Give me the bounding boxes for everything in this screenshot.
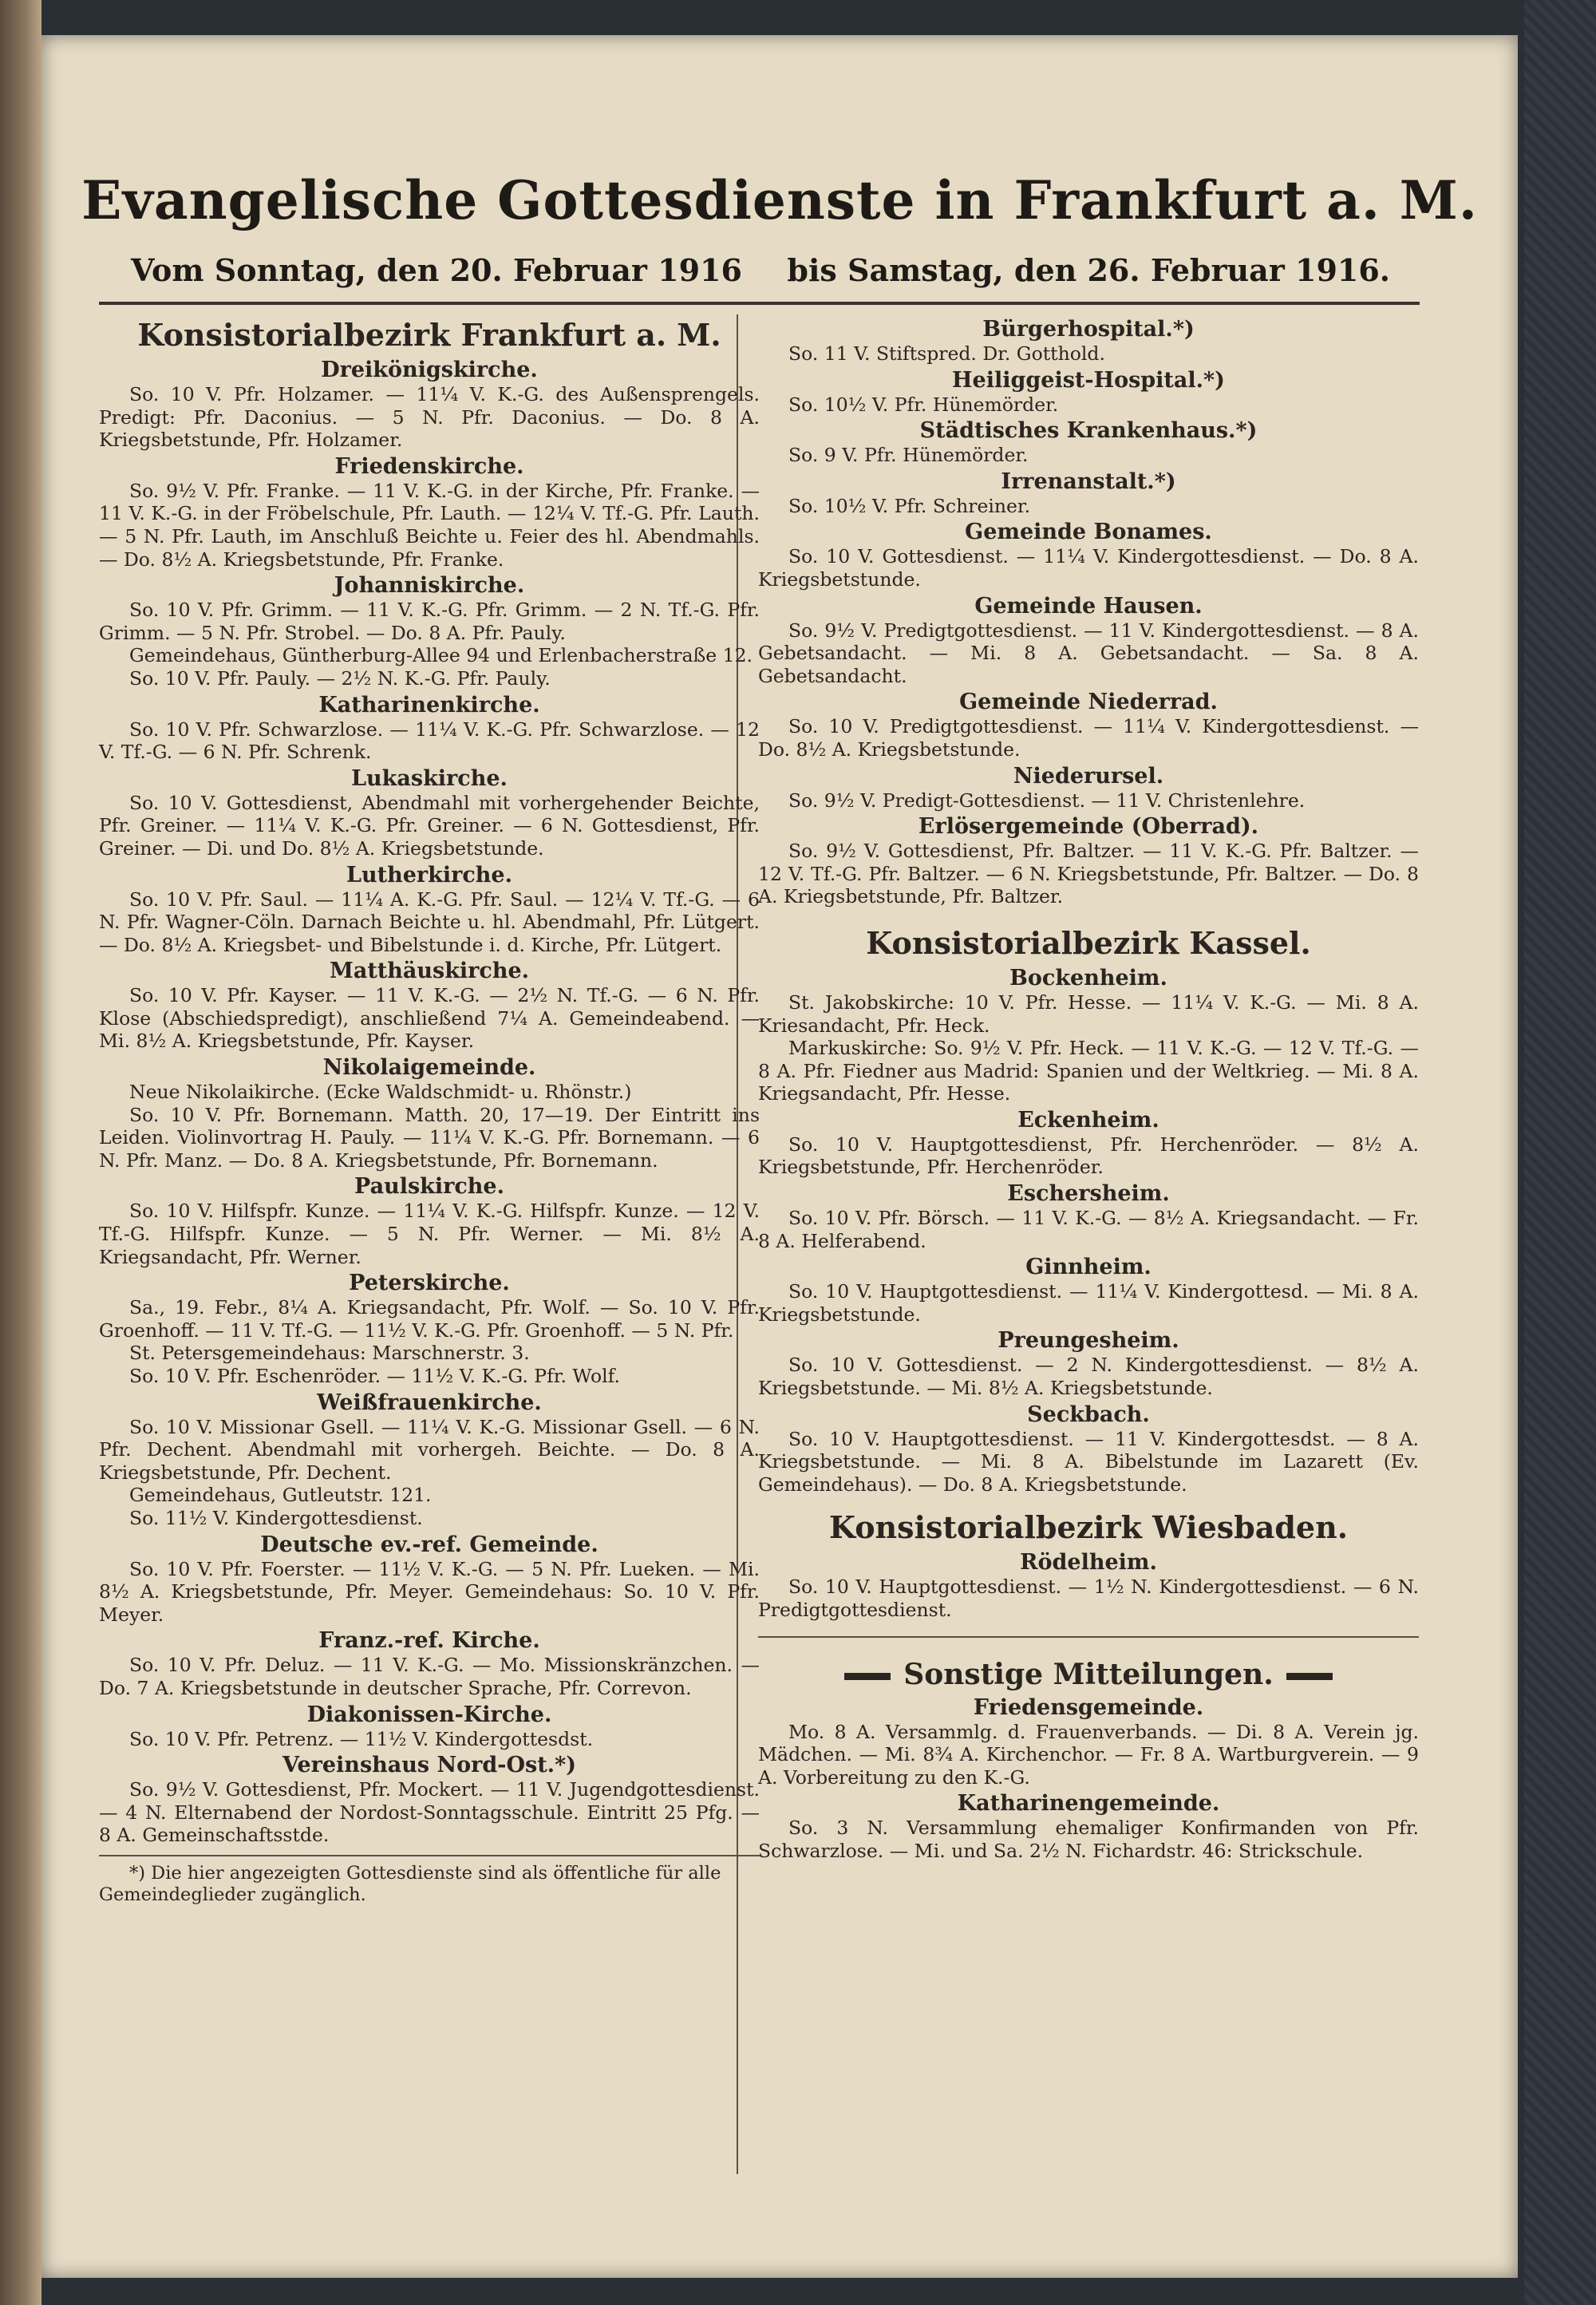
left-church-list — [99, 358, 760, 1847]
date-from: Vom Sonntag, den 20. Februar 1916 — [131, 252, 742, 288]
service-entry: So. 10 V. Pfr. Deluz. — 11 V. K.-G. — Mo. Missionskränzchen. — Do. 7 A. Kriegsbetstunde in deutscher Sprache, Pfr. Correvon. — [99, 1654, 760, 1699]
church-heading: Niederursel. — [1013, 763, 1164, 789]
service-entry: So. 10 V. Gottesdienst, Abendmahl mit vorhergehender Beichte, Pfr. Greiner. — 11¼ V. K.-G. Pfr. Greiner. — 6 N. Gottesdienst, Pfr. Greiner. — Di. und Do. 8½ A. Kriegsbetstunde. — [99, 791, 760, 860]
church-heading: Katharinengemeinde. — [957, 1791, 1220, 1817]
church-heading: Vereinshaus Nord-Ost.*) — [282, 1753, 576, 1778]
church-heading: Deutsche ev.-ref. Gemeinde. — [260, 1532, 598, 1557]
service-entry: So. 11 V. Stiftspred. Dr. Gotthold. — [788, 342, 1105, 365]
service-entry: So. 9½ V. Gottesdienst, Pfr. Mockert. — 11 V. Jugendgottesdienst. — 4 N. Elternabend der Nordost-Sonntagsschule. Eintritt 25 Pfg. — 8 A. Gemeinschaftsstde. — [99, 1778, 760, 1847]
church-heading: Friedensgemeinde. — [973, 1694, 1204, 1720]
newspaper-page — [41, 35, 1518, 2278]
book-cover-edge — [1524, 0, 1596, 2305]
service-entry: So. 10 V. Pfr. Saul. — 11¼ A. K.-G. Pfr. Saul. — 12¼ V. Tf.-G. — 6 N. Pfr. Wagner-Cöln. Darnach Beichte u. hl. Abendmahl, Pfr. Lütgert. — Do. 8½ A. Kriegsbet- und Bibelstunde i. d. Kirche, Pfr. Lütgert. — [99, 888, 760, 956]
church-heading: Städtisches Krankenhaus.*) — [919, 418, 1258, 444]
service-entry: Sa., 19. Febr., 8¼ A. Kriegsandacht, Pfr. Wolf. — So. 10 V. Pfr. Groenhoff. — 11 V. Tf.-G. — 11½ V. K.-G. Pfr. Groenhoff. — 5 N. Pfr. — [99, 1296, 760, 1342]
service-entry: Gemeindehaus, Gutleutstr. 121. — [129, 1484, 432, 1507]
service-entry: So. 10 V. Pfr. Schwarzlose. — 11¼ V. K.-G. Pfr. Schwarzlose. — 12 V. Tf.-G. — 6 N. Pfr. Schrenk. — [99, 718, 760, 764]
right-church-list-c — [758, 1550, 1419, 1621]
service-entry: So. 9½ V. Predigt-Gottesdienst. — 11 V. Christenlehre. — [788, 789, 1306, 812]
church-heading: Gemeinde Bonames. — [965, 520, 1212, 545]
church-heading: Erlösergemeinde (Oberrad). — [918, 814, 1259, 840]
church-heading: Diakonissen-Kirche. — [306, 1702, 552, 1727]
service-entry: Markuskirche: So. 9½ V. Pfr. Heck. — 11 V. K.-G. — 12 V. Tf.-G. — 8 A. Pfr. Fiedner aus Madrid: Spanien und der Weltkrieg. — Mi. 8 A. Kriegsandacht, Pfr. Hesse. — [758, 1037, 1419, 1105]
service-entry: So. 10½ V. Pfr. Schreiner. — [788, 494, 1031, 517]
church-heading: Lukaskirche. — [351, 765, 508, 791]
book-spine — [0, 0, 41, 2305]
service-entry: St. Petersgemeindehaus: Marschnerstr. 3. — [129, 1342, 530, 1365]
service-entry: So. 10 V. Pfr. Kayser. — 11 V. K.-G. — 2½ N. Tf.-G. — 6 N. Pfr. Klose (Abschiedspredigt), anschließend 7¼ A. Gemeindeabend. — Mi. 8½ A. Kriegsbetstunde, Pfr. Kayser. — [99, 984, 760, 1053]
church-heading: Peterskirche. — [349, 1271, 510, 1296]
date-to: bis Samstag, den 26. Februar 1916. — [787, 252, 1390, 288]
service-entry: So. 10 V. Gottesdienst. — 2 N. Kindergottesdienst. — 8½ A. Kriegsbetstunde. — Mi. 8½ A. Kriegsbetstunde. — [758, 1354, 1419, 1400]
church-heading: Matthäuskirche. — [329, 959, 530, 984]
section-rule — [758, 1636, 1419, 1638]
misc-heading — [758, 1657, 1419, 1692]
district-heading: Konsistorialbezirk Frankfurt a. M. — [137, 317, 721, 353]
service-entry: So. 10 V. Hauptgottesdienst. — 11 V. Kindergottesdst. — 8 A. Kriegsbetstunde. — Mi. 8 A. Bibelstunde im Lazarett (Ev. Gemeindehaus). — Do. 8 A. Kriegsbetstunde. — [758, 1427, 1419, 1496]
service-entry: So. 10 V. Hauptgottesdienst. — 11¼ V. Kindergottesd. — Mi. 8 A. Kriegsbetstunde. — [758, 1280, 1419, 1326]
church-heading: Lutherkirche. — [346, 862, 512, 888]
service-entry: So. 9½ V. Pfr. Franke. — 11 V. K.-G. in der Kirche, Pfr. Franke. — 11 V. K.-G. in der Fröbelschule, Pfr. Lauth. — 12¼ V. Tf.-G. Pfr. Lauth. — 5 N. Pfr. Lauth, im Anschluß Beichte u. Feier des hl. Abendmahls. — Do. 8½ A. Kriegsbetstunde, Pfr. Franke. — [99, 479, 760, 571]
district-heading-wiesbaden: Konsistorialbezirk Wiesbaden. — [829, 1509, 1348, 1546]
service-entry: So. 10 V. Pfr. Eschenröder. — 11½ V. K.-G. Pfr. Wolf. — [129, 1365, 620, 1387]
service-entry: So. 10 V. Pfr. Pauly. — 2½ N. K.-G. Pfr. Pauly. — [129, 666, 551, 690]
service-entry: So. 3 N. Versammlung ehemaliger Konfirmanden von Pfr. Schwarzlose. — Mi. und Sa. 2½ N. Fichardstr. 46: Strickschule. — [758, 1817, 1419, 1862]
footnote: *) Die hier angezeigten Gottesdienste sind als öffentliche für alle Gemeindeglieder zugänglich. — [99, 1855, 760, 1906]
service-entry: St. Jakobskirche: 10 V. Pfr. Hesse. — 11¼ V. K.-G. — Mi. 8 A. Kriesandacht, Pfr. Heck. — [758, 990, 1419, 1037]
church-heading: Bockenheim. — [1009, 965, 1167, 990]
header-rule — [99, 302, 1420, 305]
service-entry: So. 10 V. Missionar Gsell. — 11¼ V. K.-G. Missionar Gsell. — 6 N. Pfr. Dechent. Abendmahl mit vorhergeh. Beichte. — Do. 8 A. Kriegsbetstunde, Pfr. Dechent. — [99, 1415, 760, 1484]
church-heading: Paulskirche. — [354, 1174, 504, 1200]
service-entry: So. 11½ V. Kindergottesdienst. — [129, 1506, 423, 1529]
service-entry: So. 9½ V. Predigtgottesdienst. — 11 V. Kindergottesdienst. — 8 A. Gebetsandacht. — Mi. 8 A. Gebetsandacht. — Sa. 8 A. Gebetsandacht. — [758, 619, 1419, 687]
service-entry: So. 10 V. Hauptgottesdienst. — 1½ N. Kindergottesdienst. — 6 N. Predigtgottesdienst. — [758, 1576, 1419, 1621]
service-entry: So. 10 V. Predigtgottesdienst. — 11¼ V. Kindergottesdienst. — Do. 8½ A. Kriegsbetstunde. — [758, 715, 1419, 761]
service-entry: Neue Nikolaikirche. (Ecke Waldschmidt- u. Rhönstr.) — [129, 1081, 632, 1104]
church-heading: Gemeinde Hausen. — [974, 593, 1203, 619]
church-heading: Seckbach. — [1027, 1402, 1150, 1427]
service-entry: So. 10 V. Pfr. Holzamer. — 11¼ V. K.-G. des Außensprengels. Predigt: Pfr. Daconius. — 5 N. Pfr. Daconius. — Do. 8 A. Kriegsbetstunde, Pfr. Holzamer. — [99, 383, 760, 452]
service-entry: So. 10 V. Pfr. Foerster. — 11½ V. K.-G. — 5 N. Pfr. Lueken. — Mi. 8½ A. Kriegsbetstunde, Pfr. Meyer. Gemeindehaus: So. 10 V. Pfr. Meyer. — [99, 1557, 760, 1626]
church-heading: Rödelheim. — [1020, 1550, 1157, 1576]
church-heading: Weißfrauenkirche. — [317, 1390, 542, 1415]
service-entry: So. 10 V. Pfr. Bornemann. Matth. 20, 17—19. Der Eintritt ins Leiden. Violinvortrag H. Pauly. — 11¼ V. K.-G. Pfr. Bornemann. — 6 N. Pfr. Manz. — Do. 8 A. Kriegsbetstunde, Pfr. Bornemann. — [99, 1103, 760, 1172]
service-entry: Gemeindehaus, Güntherburg-Allee 94 und Erlenbacherstraße 12. — [129, 644, 753, 667]
left-column — [99, 314, 760, 1906]
service-entry: So. 10 V. Gottesdienst. — 11¼ V. Kindergottesdienst. — Do. 8 A. Kriegsbetstunde. — [758, 545, 1419, 591]
church-heading: Bürgerhospital.*) — [982, 317, 1195, 342]
church-heading: Irrenanstalt.*) — [1001, 469, 1176, 494]
service-entry: So. 10 V. Pfr. Petrenz. — 11½ V. Kindergottesdst. — [129, 1727, 594, 1750]
heading-bar-left — [844, 1673, 891, 1680]
church-heading: Gemeinde Niederrad. — [959, 690, 1218, 715]
heading-bar-right — [1286, 1673, 1333, 1680]
service-entry: So. 10 V. Pfr. Grimm. — 11 V. K.-G. Pfr. Grimm. — 2 N. Tf.-G. Pfr. Grimm. — 5 N. Pfr. Strobel. — Do. 8 A. Pfr. Pauly. — [99, 599, 760, 644]
service-entry: So. 10 V. Pfr. Börsch. — 11 V. K.-G. — 8½ A. Kriegsandacht. — Fr. 8 A. Helferabend. — [758, 1207, 1419, 1252]
service-entry: So. 10 V. Hilfspfr. Kunze. — 11¼ V. K.-G. Hilfspfr. Kunze. — 12 V. Tf.-G. Hilfspfr. Kunze. — 5 N. Pfr. Werner. — Mi. 8½ A. Kriegsandacht, Pfr. Werner. — [99, 1200, 760, 1268]
church-heading: Dreikönigskirche. — [321, 358, 538, 382]
service-entry: So. 9 V. Pfr. Hünemörder. — [788, 444, 1029, 467]
church-heading: Heiliggeist-Hospital.*) — [952, 367, 1225, 393]
misc-heading-text: Sonstige Mitteilungen. — [903, 1657, 1274, 1691]
service-entry: So. 10½ V. Pfr. Hünemörder. — [788, 393, 1059, 416]
service-entry: So. 10 V. Hauptgottesdienst, Pfr. Herchenröder. — 8½ A. Kriegsbetstunde, Pfr. Herchenröder. — [758, 1133, 1419, 1179]
church-heading: Katharinenkirche. — [318, 692, 540, 718]
church-heading: Ginnheim. — [1025, 1255, 1152, 1280]
service-entry: So. 9½ V. Gottesdienst, Pfr. Baltzer. — 11 V. K.-G. Pfr. Baltzer. — 12 V. Tf.-G. Pfr. Baltzer. — 6 N. Kriegsbetstunde, Pfr. Baltzer. — Do. 8 A. Kriegsbetstunde, Pfr. Baltzer. — [758, 840, 1419, 908]
right-church-list-d — [758, 1695, 1419, 1863]
right-column — [750, 314, 1419, 1863]
page-title: Evangelische Gottesdienste in Frankfurt a. M. — [81, 169, 1478, 231]
church-heading: Eschersheim. — [1007, 1181, 1170, 1207]
church-heading: Eckenheim. — [1017, 1107, 1159, 1133]
right-church-list-b — [758, 966, 1419, 1496]
church-heading: Friedenskirche. — [334, 453, 524, 479]
church-heading: Franz.-ref. Kirche. — [318, 1628, 540, 1654]
church-heading: Nikolaigemeinde. — [322, 1055, 536, 1081]
church-heading: Preungesheim. — [998, 1328, 1179, 1354]
right-church-list-a — [758, 317, 1419, 908]
district-heading-kassel: Konsistorialbezirk Kassel. — [866, 924, 1311, 961]
church-heading: Johanniskirche. — [334, 573, 525, 599]
service-entry: Mo. 8 A. Versammlg. d. Frauenverbands. — Di. 8 A. Verein jg. Mädchen. — Mi. 8¾ A. Kirchenchor. — Fr. 8 A. Wartburgverein. — 9 A. Vorbereitung zu den K.-G. — [758, 1720, 1419, 1789]
